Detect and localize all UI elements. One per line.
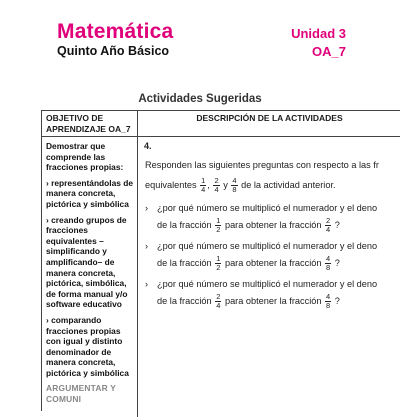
- numerator: 4: [326, 254, 331, 263]
- activity-number: 4.: [144, 141, 152, 151]
- numerator: 2: [214, 176, 219, 185]
- activity-intro-line-2: [145, 177, 336, 194]
- column-header-description: DESCRIPCIÓN DE LA ACTIVIDADES: [138, 111, 400, 137]
- activity-intro-line-1: [145, 160, 379, 170]
- fraction-to: [325, 293, 331, 310]
- section-title: Actividades Sugeridas: [138, 93, 262, 105]
- numerator: 1: [216, 254, 221, 263]
- question-mid: para obtener la fracción: [224, 295, 322, 306]
- column-header-objective: OBJETIVO DE APRENDIZAJE OA_7: [42, 111, 138, 137]
- bullet: ›: [145, 241, 149, 251]
- question-2-line-2: [157, 255, 340, 272]
- denominator: 4: [326, 225, 331, 234]
- question-text: ¿por qué número se multiplicó el numerador y el deno: [157, 241, 378, 251]
- denominator: 4: [214, 185, 219, 194]
- unit-label: Unidad 3: [291, 26, 346, 41]
- objective-item-compare: › comparando fracciones propias con igual y distinto denominador de manera concreta, pictórica y simbólica: [46, 314, 129, 378]
- question-mid: para obtener la fracción: [224, 219, 322, 230]
- fraction-4-8: [231, 177, 237, 194]
- numerator: 4: [326, 292, 331, 301]
- denominator: 4: [216, 301, 221, 310]
- activity-intro-text: Responden las siguientes preguntas con respecto a las fr: [145, 160, 379, 170]
- numerator: 2: [216, 292, 221, 301]
- fraction-to: [325, 255, 331, 272]
- question-text: ¿por qué número se multiplicó el numerador y el deno: [157, 279, 378, 289]
- question-1-line-2: [157, 217, 340, 234]
- numerator: 4: [232, 176, 237, 185]
- question-pre: de la fracción: [157, 257, 212, 268]
- question-2-line-1: [145, 241, 377, 251]
- fraction-1-4: [200, 177, 206, 194]
- denominator: 4: [201, 185, 206, 194]
- oa-label: OA_7: [312, 44, 346, 59]
- objective-item-represent: › representándolas de manera concreta, pictórica y simbólica: [46, 177, 134, 209]
- fraction-from: [215, 293, 221, 310]
- question-mark: ?: [334, 257, 340, 268]
- denominator: 2: [216, 225, 221, 234]
- objective-item-equivalent: › creando grupos de fracciones equivalentes – simplificando y amplificando– de manera concreta, pictórica, simbólica, de forma manual y/o software educativo: [46, 214, 128, 310]
- denominator: 8: [232, 185, 237, 194]
- fraction-2-4: [213, 177, 219, 194]
- question-3-line-1: [145, 279, 377, 289]
- question-mark: ?: [334, 219, 340, 230]
- denominator: 8: [326, 263, 331, 272]
- activities-table: [41, 110, 400, 411]
- question-mark: ?: [334, 295, 340, 306]
- intro-end-text: de la actividad anterior.: [241, 179, 336, 190]
- argumentar-heading: ARGUMENTAR Y COMUNI: [46, 383, 116, 405]
- numerator: 1: [216, 216, 221, 225]
- grade-subtitle: Quinto Año Básico: [57, 44, 170, 58]
- numerator: 1: [201, 176, 206, 185]
- fraction-from: [215, 255, 221, 272]
- page-header: [0, 0, 400, 80]
- intro-equivalentes-text: equivalentes: [145, 179, 197, 190]
- bullet: ›: [145, 203, 149, 213]
- fraction-to: [325, 217, 331, 234]
- question-pre: de la fracción: [157, 219, 212, 230]
- denominator: 8: [326, 301, 331, 310]
- denominator: 2: [216, 263, 221, 272]
- question-3-line-2: [157, 293, 340, 310]
- numerator: 2: [326, 216, 331, 225]
- objective-cell: [42, 137, 138, 417]
- conjunction-y: y: [223, 179, 228, 190]
- objective-intro: Demostrar que comprende las fracciones propias:: [46, 141, 124, 173]
- question-pre: de la fracción: [157, 295, 212, 306]
- fraction-from: [215, 217, 221, 234]
- question-mid: para obtener la fracción: [224, 257, 322, 268]
- bullet: ›: [145, 279, 149, 289]
- description-cell: [138, 137, 400, 417]
- question-text: ¿por qué número se multiplicó el numerador y el deno: [157, 203, 378, 213]
- question-1-line-1: [145, 203, 377, 213]
- comma: ,: [207, 179, 210, 190]
- subject-title: Matemática: [57, 20, 174, 43]
